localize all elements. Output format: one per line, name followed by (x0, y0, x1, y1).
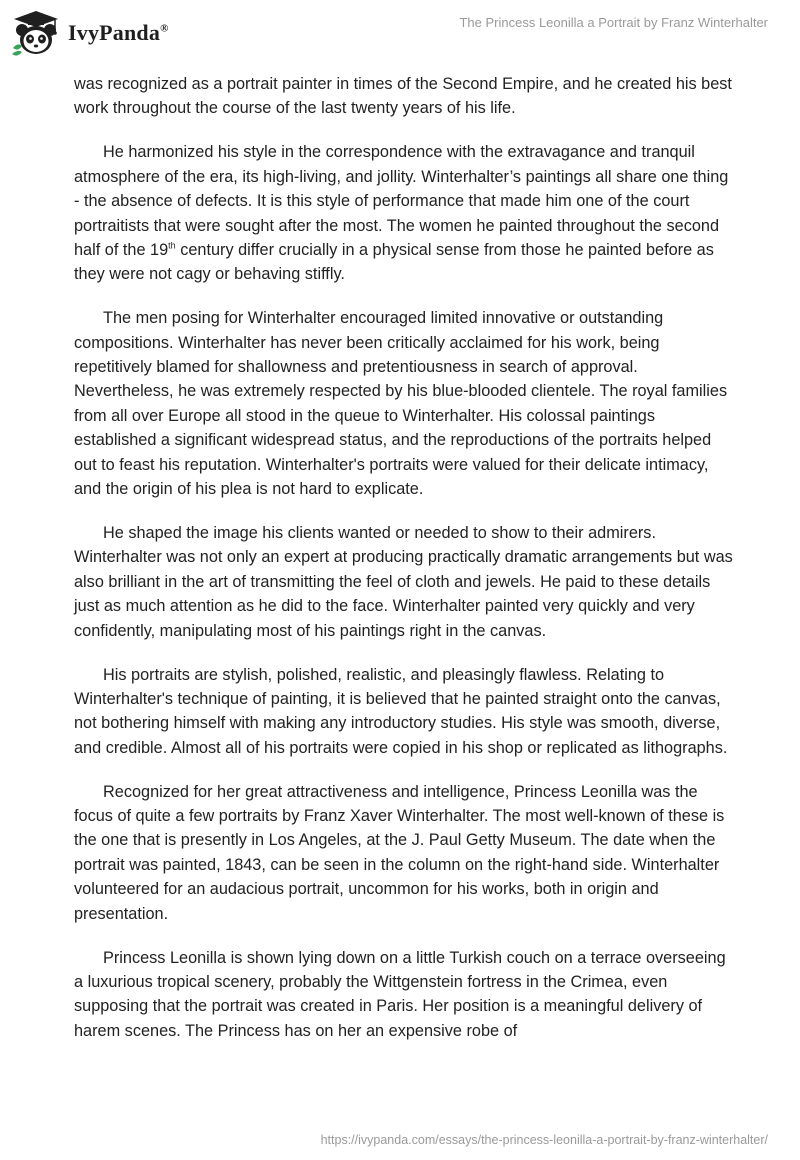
panda-graduation-icon (10, 8, 62, 58)
paragraph: He harmonized his style in the correspondence with the extravagance and tranquil atmosphere of the era, its high-living, and jollity. Winterhalter’s paintings all share one thing - the absence of defects. It is this style of performance that made him one of the court portraitists that were sought after the most. The women he painted throughout the second half of the 19th century differ crucially in a physical sense from those he painted before as they were not cagy or behaving stiffly. (74, 143, 729, 284)
paragraph: The men posing for Winterhalter encouraged limited innovative or outstanding compositions. Winterhalter has never been critically acclaimed for his work, being repetitively blamed for shallowness and pretentiousness in search of approval. Nevertheless, he was extremely respected by his blue-blooded clientele. The royal families from all over Europe all stood in the queue to Winterhalter. His colossal paintings established a significant widespread status, and the reproductions of the portraits helped out to feast his reputation. Winterhalter's portraits were valued for their delicate intimacy, and the origin of his plea is not hard to explicate. (74, 309, 728, 499)
paragraph: He shaped the image his clients wanted or needed to show to their admirers. Winterhalter was not only an expert at producing practically dramatic arrangements but was also brilliant in the art of transmitting the feel of cloth and jewels. He paid to these details just as much attention as he did to the face. Winterhalter painted very quickly and very confidently, manipulating most of his paintings right in the canvas. (74, 524, 733, 640)
paragraph: was recognized as a portrait painter in times of the Second Empire, and he created his best work throughout the course of the last twenty years of his life. (74, 75, 732, 118)
brand-name: IvyPanda® (68, 20, 169, 45)
document-title: The Princess Leonilla a Portrait by Franz Winterhalter (459, 15, 768, 30)
footer-url[interactable]: https://ivypanda.com/essays/the-princess-leonilla-a-portrait-by-franz-winterhalter/ (320, 1133, 768, 1147)
paragraph: Recognized for her great attractiveness and intelligence, Princess Leonilla was the focus of quite a few portraits by Franz Xaver Winterhalter. The most well-known of these is the one that is presently in Los Angeles, at the J. Paul Getty Museum. The date when the portrait was painted, 1843, can be seen in the column on the right-hand side. Winterhalter volunteered for an audacious portrait, uncommon for his works, both in origin and presentation. (74, 782, 725, 923)
essay-body (74, 72, 734, 1063)
paragraph: His portraits are stylish, polished, realistic, and pleasingly flawless. Relating to Winterhalter's technique of painting, it is believed that he painted straight onto the canvas, not bothering himself with making any introductory studies. His style was smooth, diverse, and credible. Almost all of his portraits were copied in his shop or replicated as lithographs. (74, 665, 728, 757)
paragraph: Princess Leonilla is shown lying down on a little Turkish couch on a terrace overseeing a luxurious tropical scenery, probably the Wittgenstein fortress in the Crimea, even supposing that the portrait was created in Paris. Her position is a meaningful delivery of harem scenes. The Princess has on her an expensive robe of (74, 948, 726, 1040)
ivypanda-logo[interactable] (10, 8, 169, 58)
